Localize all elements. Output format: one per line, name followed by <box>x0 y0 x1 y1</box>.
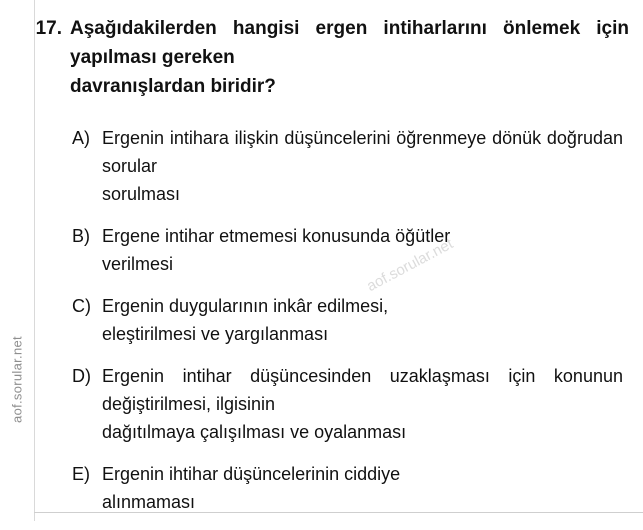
question-stem <box>24 14 629 101</box>
option-e-letter: E) <box>72 464 90 484</box>
option-c[interactable] <box>56 292 623 348</box>
option-e-line-2: alınmaması <box>102 492 196 512</box>
option-a[interactable] <box>56 124 623 208</box>
option-a-line-3: sorulması <box>102 184 181 204</box>
page-bottom-divider <box>34 512 643 513</box>
option-a-line-2: öğrenmeye dönük doğrudan sorular <box>102 128 623 176</box>
option-c-line-2: eleştirilmesi ve yargılanması <box>102 324 329 344</box>
option-a-line-1: Ergenin intihara ilişkin düşüncelerini <box>102 128 391 148</box>
option-list <box>56 124 623 530</box>
watermark-left: aof.sorular.net <box>9 336 25 423</box>
option-d-text <box>102 362 623 446</box>
option-d-line-2: için konunun değiştirilmesi, ilgisinin <box>102 366 623 414</box>
question-text <box>70 14 629 101</box>
option-d-letter: D) <box>72 366 91 386</box>
option-b-text <box>102 222 623 278</box>
option-b-line-2: verilmesi <box>102 254 174 274</box>
option-b[interactable] <box>56 222 623 278</box>
question-sheet <box>34 0 643 521</box>
option-e-line-1: Ergenin ihtihar düşüncelerinin ciddiye <box>102 464 401 484</box>
option-d-line-3: dağıtılmaya çalışılması ve oyalanması <box>102 422 407 442</box>
option-d[interactable] <box>56 362 623 446</box>
question-number: 17. <box>35 18 62 39</box>
option-a-text <box>102 124 623 208</box>
option-e[interactable] <box>56 460 623 516</box>
question-stem-line-2: önlemek için yapılması gereken <box>70 18 629 68</box>
option-c-line-1: Ergenin duygularının inkâr edilmesi, <box>102 296 389 316</box>
option-c-letter: C) <box>72 296 91 316</box>
watermark-middle: aof.sorular.net <box>364 235 456 296</box>
option-e-text <box>102 460 623 516</box>
option-a-letter: A) <box>72 128 90 148</box>
option-b-letter: B) <box>72 226 90 246</box>
option-b-line-1: Ergene intihar etmemesi konusunda öğütler <box>102 226 451 246</box>
option-c-text <box>102 292 623 348</box>
option-d-line-1: Ergenin intihar düşüncesinden uzaklaşması <box>102 366 490 386</box>
question-stem-line-1: Aşağıdakilerden hangisi ergen intiharlarını <box>70 18 487 39</box>
question-stem-line-3: davranışlardan biridir? <box>70 76 276 97</box>
